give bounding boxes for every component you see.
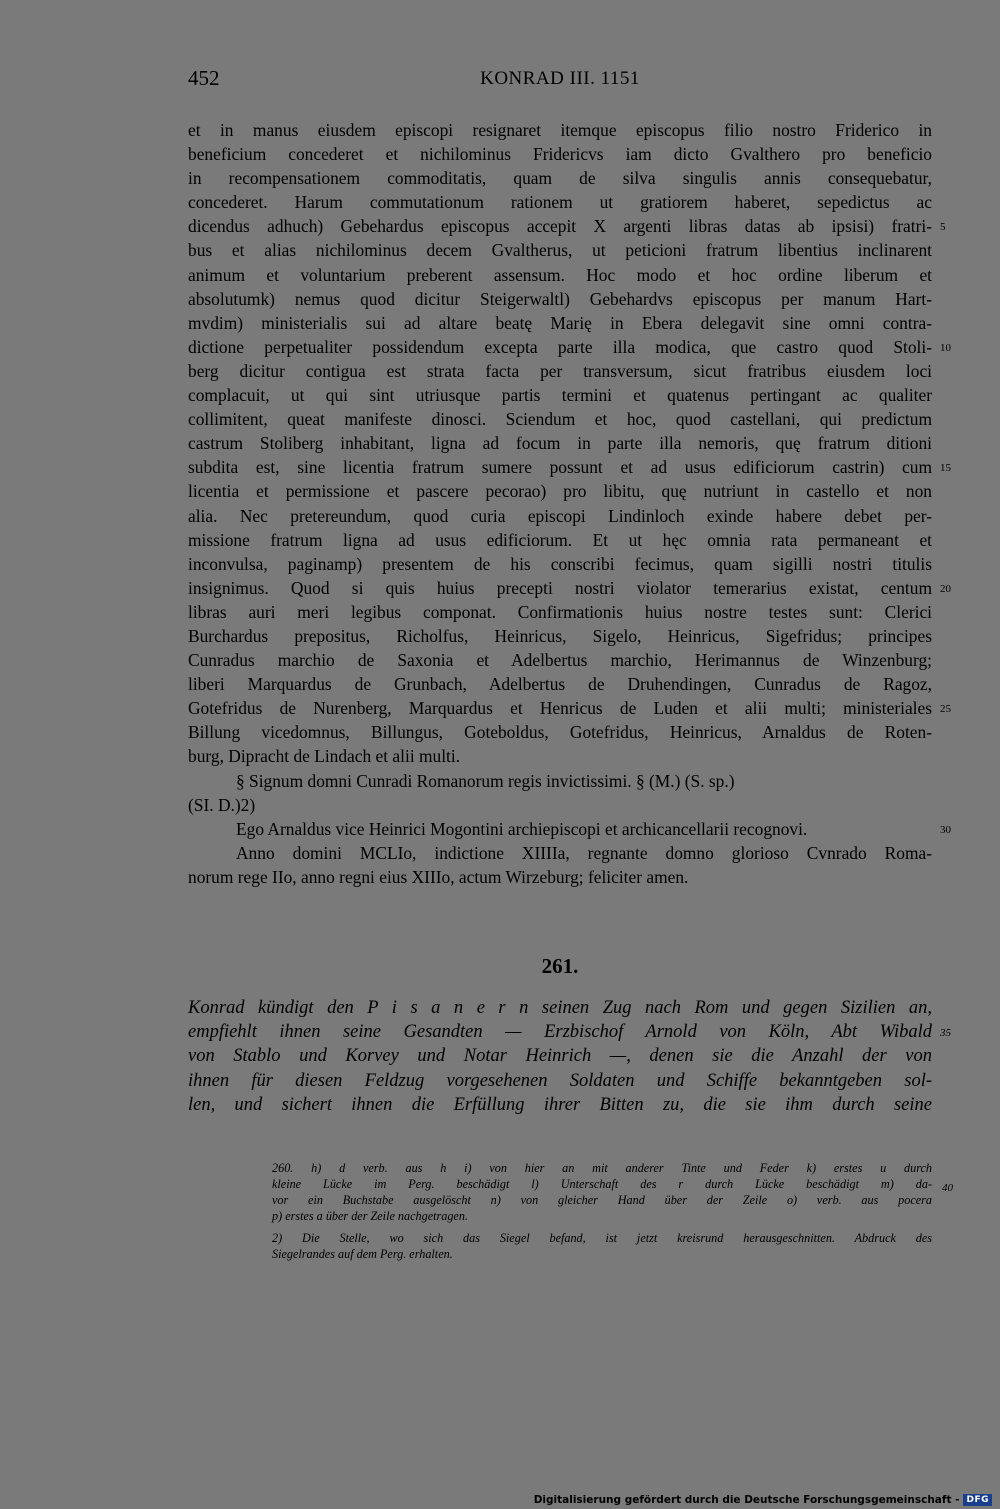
line-text: mvdim) ministerialis sui ad altare beatę Marię in Ebera delegavit sine omni contra- [188, 312, 932, 333]
line-number: 15 [940, 462, 951, 475]
document-number: 261. [541, 954, 579, 978]
line-text: complacuit, ut qui sint utriusque partis termini et quatenus pertingant ac qualiter [188, 385, 932, 406]
line-text: subdita est, sine licentia fratrum sumere possunt et ad usus edificiorum castrin) cum [188, 457, 932, 478]
text-line [188, 214, 946, 238]
line-text: liberi Marquardus de Grunbach, Adelbertus de Druhendingen, Cunradus de Ragoz, [188, 674, 932, 695]
text-line [188, 552, 932, 576]
line-text: collimitent, queat manifeste dinosci. Sciendum et hoc, quod castellani, qui predictum [188, 409, 932, 430]
line-text: inconvulsa, paginamp) presentem de his conscribi fecimus, quam sigilli nostri titulis [188, 553, 932, 574]
text-line [188, 600, 932, 624]
signum-line [188, 769, 932, 793]
text-line [188, 166, 932, 190]
regest-line [188, 1069, 932, 1093]
line-text: castrum Stoliberg inhabitant, ligna ad focum in parte illa nemoris, quę fratrum ditioni [188, 433, 932, 454]
regest-line [188, 996, 932, 1020]
text-line [188, 431, 932, 455]
line-number: 5 [940, 221, 946, 234]
line-text: in recompensationem commoditatis, quam de silva singulis annis consequebatur, [188, 168, 932, 189]
line-text: Ego Arnaldus vice Heinrici Mogontini archiepiscopi et archicancellarii recognovi. [236, 818, 808, 839]
line-text: Konrad kündigt den P i s a n e r n seinen Zug nach Rom und gegen Sizilien an, [188, 998, 932, 1018]
footnotes [272, 1160, 953, 1262]
line-text: 260. h) d verb. aus h i) von hier an mit anderer Tinte und Feder k) erstes u durch [272, 1161, 932, 1175]
line-text: Burchardus prepositus, Richolfus, Heinricus, Sigelo, Heinricus, Sigefridus; principes [188, 625, 932, 646]
line-number: 20 [940, 582, 951, 595]
line-text: vor ein Buchstabe ausgelöscht n) von gleicher Hand über der Zeile o) verb. aus pocera [272, 1193, 932, 1207]
note-line [272, 1176, 953, 1194]
text-line [188, 311, 932, 335]
line-text: alia. Nec pretereundum, quod curia episcopi Lindinloch exinde habere debet per- [188, 505, 932, 526]
footer-text: Digitalisierung gefördert durch die Deutsche Forschungsgemeinschaft - [533, 1494, 960, 1506]
line-number: 35 [940, 1027, 951, 1040]
line-text: von Stablo und Korvey und Notar Heinrich —, denen sie die Anzahl der von [188, 1046, 932, 1067]
text-line [188, 407, 932, 431]
line-text: Billung vicedomnus, Billungus, Goteboldus, Gotefridus, Heinricus, Arnaldus de Roten- [188, 722, 932, 743]
line-text: burg, Dipracht de Lindach et alii multi. [188, 746, 461, 767]
line-text: concederet. Harum commutationum rationem ut gratiorem haberet, sepedictus ac [188, 192, 932, 213]
text-line [188, 383, 932, 407]
text-line [188, 359, 932, 383]
page-header [188, 66, 932, 100]
line-number: 10 [940, 341, 951, 354]
line-text: len, und sichert ihnen die Erfüllung ihrer Bitten zu, die sie ihm durch seine [188, 1094, 932, 1115]
line-text: absolutumk) nemus quod dicitur Steigerwaltl) Gebehardvs episcopus per manum Hart- [188, 288, 932, 309]
text-line [188, 528, 932, 552]
line-text: Cunradus marchio de Saxonia et Adelbertus marchio, Herimannus de Winzenburg; [188, 650, 932, 671]
text-line [188, 576, 951, 600]
text-line [188, 648, 932, 672]
regest-line [188, 1093, 932, 1117]
text-line [188, 624, 932, 648]
regest-line [188, 1044, 932, 1068]
note-line [272, 1160, 932, 1176]
text-line [188, 142, 932, 166]
line-text: norum rege IIo, anno regni eius XIIIo, actum Wirzeburg; feliciter amen. [188, 866, 689, 887]
line-text: et in manus eiusdem episcopi resignaret itemque episcopus filio nostro Friderico in [188, 120, 932, 140]
line-text: Anno domini MCLIo, indictione XIIIIa, regnante domno glorioso Cvnrado Roma- [236, 842, 932, 863]
signum-line [188, 793, 932, 817]
dating-line [188, 865, 932, 889]
note-line [272, 1230, 932, 1246]
line-text: bus et alias nichilominus decem Gvaltherus, ut peticioni fratrum libentius inclinarent [188, 240, 932, 261]
line-text: kleine Lücke im Perg. beschädigt l) Unterschaft des r durch Lücke beschädigt m) da- [272, 1177, 932, 1191]
line-number: 25 [940, 703, 951, 716]
text-line [188, 696, 951, 720]
line-text: 2) Die Stelle, wo sich das Siegel befand, ist jetzt kreisrund herausgeschnitten. Abdruck des [272, 1231, 932, 1245]
note-line [272, 1192, 932, 1208]
regest-summary [188, 996, 951, 1117]
note-line [272, 1246, 932, 1262]
line-text: licentia et permissione et pascere pecorao) pro libitu, quę nutriunt in castello et non [188, 481, 932, 502]
note-line [272, 1208, 932, 1224]
line-text: berg dicitur contigua est strata facta per transversum, sicut fratribus eiusdem loci [188, 360, 932, 381]
running-head: KONRAD III. 1151 [480, 68, 640, 89]
line-text: Siegelrandes auf dem Perg. erhalten. [272, 1247, 453, 1261]
line-text: dictione perpetualiter possidendum excepta parte illa modica, que castro quod Stoli- [188, 336, 932, 357]
text-line [188, 672, 932, 696]
text-line [188, 287, 932, 311]
text-line [188, 744, 932, 768]
line-text: beneficium concederet et nichilominus Fridericvs iam dicto Gvalthero pro beneficio [188, 144, 932, 165]
dating-line [188, 841, 932, 865]
text-line [188, 335, 951, 359]
line-text: (SI. D.)2) [188, 794, 256, 815]
text-line [188, 118, 932, 142]
line-text: libras auri meri legibus componat. Confirmationis huius nostre testes sunt: Clerici [188, 601, 932, 622]
dfg-logo: DFG [963, 1494, 992, 1506]
text-line [188, 720, 932, 744]
line-text: insignimus. Quod si quis huius precepti nostri violator temerarius existat, centum [188, 577, 932, 598]
page-number: 452 [188, 66, 220, 90]
line-text: missione fratrum ligna ad usus edificiorum. Et ut hęc omnia rata permaneant et [188, 529, 932, 550]
text-line [188, 238, 932, 262]
line-text: § Signum domni Cunradi Romanorum regis invictissimi. § (M.) (S. sp.) [236, 770, 735, 791]
text-line [188, 263, 932, 287]
line-number: 30 [940, 823, 951, 836]
text-line [188, 455, 951, 479]
line-text: empfiehlt ihnen seine Gesandten — Erzbischof Arnold von Köln, Abt Wibald [188, 1022, 932, 1043]
text-line [188, 190, 932, 214]
line-text: ihnen für diesen Feldzug vorgesehenen Soldaten und Schiffe bekanntgeben sol- [188, 1070, 932, 1091]
line-number: 40 [942, 1182, 953, 1194]
line-text: animum et voluntarium preberent assensum. Hoc modo et hoc ordine liberum et [188, 264, 932, 285]
text-line [188, 504, 932, 528]
line-text: dicendus adhuch) Gebehardus episcopus accepit X argenti libras datas ab ipsisi) fratri- [188, 216, 932, 237]
charter-text [188, 118, 951, 889]
recognition-line [188, 817, 951, 841]
line-text: p) erstes a über der Zeile nachgetragen. [272, 1209, 468, 1223]
funding-footer [534, 1494, 992, 1506]
line-text: Gotefridus de Nurenberg, Marquardus et Henricus de Luden et alii multi; ministeriales [188, 698, 932, 719]
text-line [188, 479, 932, 503]
regest-line [188, 1020, 951, 1044]
